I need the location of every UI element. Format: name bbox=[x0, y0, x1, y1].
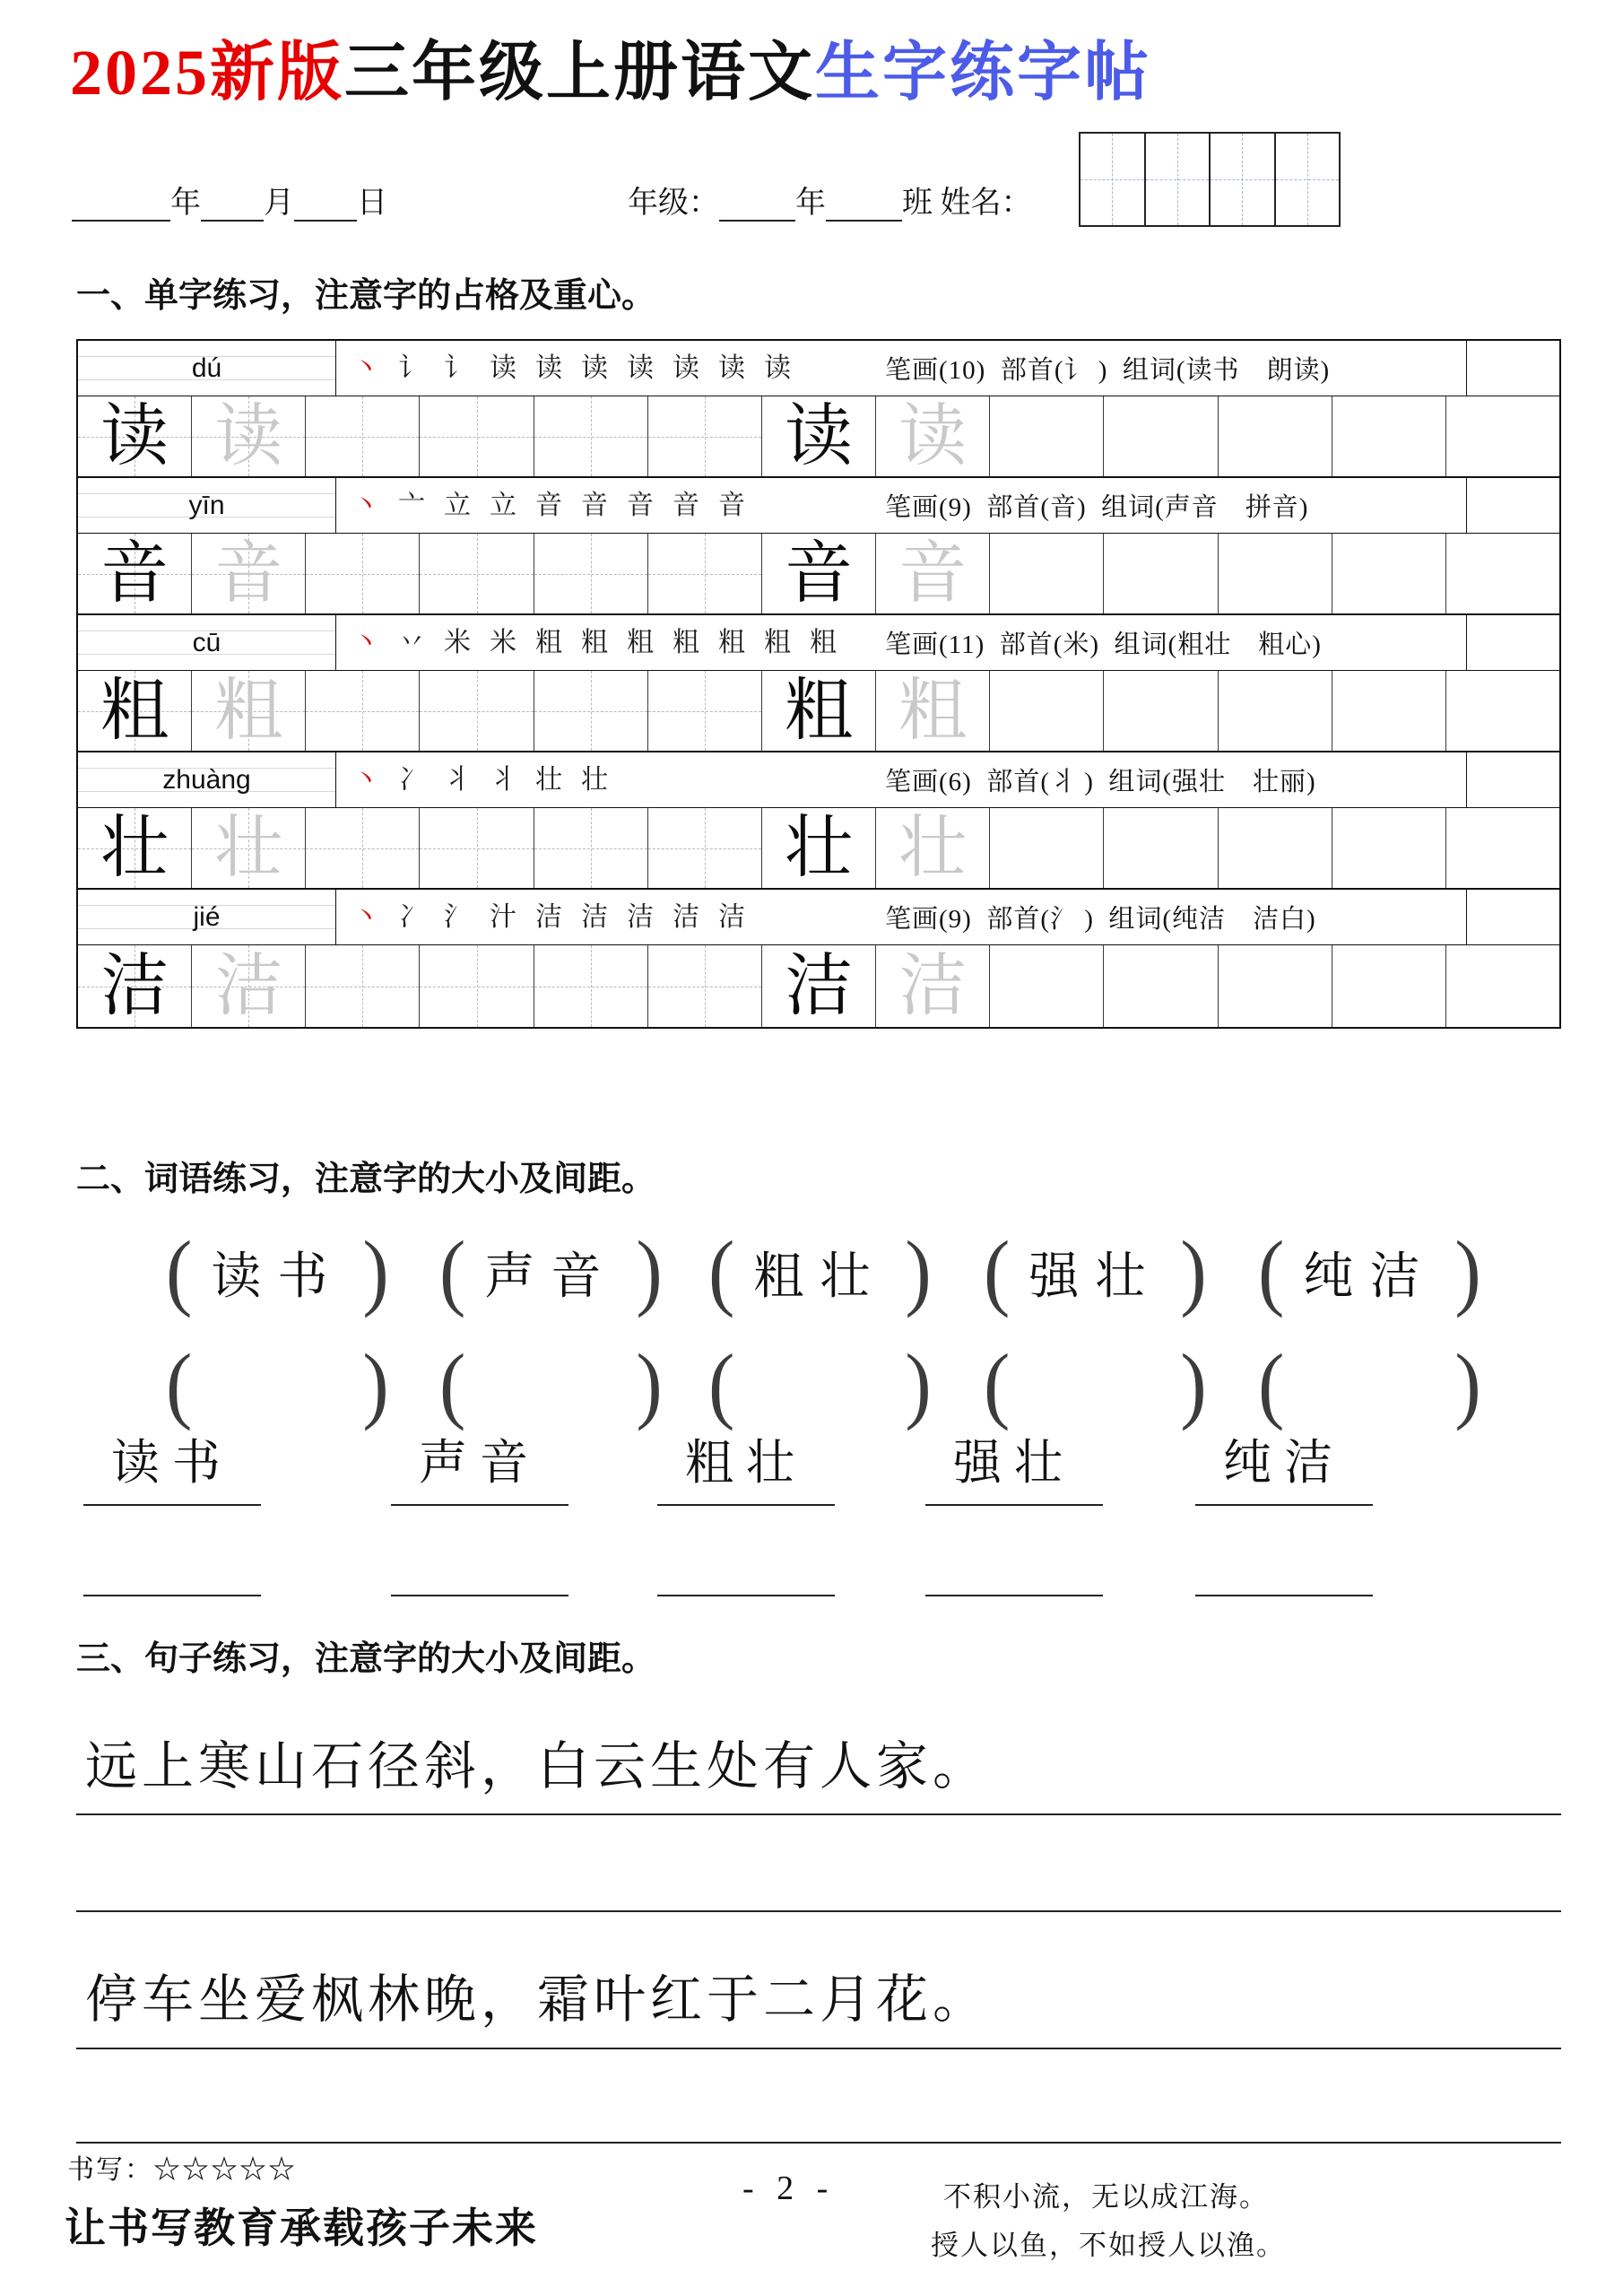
word-on-line: 读书 bbox=[111, 1436, 233, 1490]
stroke-step-glyph: 丶 bbox=[352, 627, 379, 657]
character-info-text: 笔画(9) 部首(音) 组词(声音 拼音) bbox=[885, 493, 1309, 522]
open-paren: ( bbox=[166, 1225, 193, 1319]
info-row-separator bbox=[1466, 341, 1467, 396]
character-info-row bbox=[78, 478, 1559, 534]
stroke-step-glyph: 读 bbox=[535, 352, 562, 383]
practice-cell bbox=[648, 396, 762, 476]
character-info-row bbox=[78, 615, 1559, 671]
character-info-text: 笔画(9) 部首(氵 ) 组词(纯洁 洁白) bbox=[885, 905, 1316, 934]
trace-character: 壮 bbox=[898, 810, 968, 886]
stroke-step-glyph: 粗 bbox=[718, 627, 745, 657]
practice-cell bbox=[1104, 671, 1218, 751]
practice-cell bbox=[1446, 396, 1559, 476]
character-info-row bbox=[78, 752, 1559, 808]
practice-cell bbox=[1446, 808, 1559, 888]
stroke-step-glyph: 冫 bbox=[398, 764, 425, 795]
practice-cell bbox=[306, 396, 420, 476]
practice-cell bbox=[762, 945, 876, 1027]
practice-cell bbox=[534, 808, 648, 888]
pinyin-label: cū bbox=[192, 627, 221, 657]
stroke-step-glyph: 米 bbox=[490, 627, 516, 657]
grade-name-line bbox=[628, 178, 1032, 222]
practice-cell bbox=[306, 808, 420, 888]
practice-cell bbox=[1446, 671, 1559, 751]
open-paren: ( bbox=[984, 1338, 1011, 1432]
practice-cell bbox=[420, 945, 534, 1027]
practice-cell bbox=[78, 671, 192, 751]
stroke-step-glyph: 立 bbox=[490, 490, 516, 520]
name-grid-box bbox=[1146, 134, 1211, 225]
stroke-order-sequence bbox=[352, 615, 837, 670]
info-row-separator bbox=[1466, 478, 1467, 533]
practice-cell bbox=[762, 671, 876, 751]
stroke-step-glyph: 丶 bbox=[352, 764, 379, 795]
model-character: 音 bbox=[100, 535, 169, 612]
practice-cell bbox=[1104, 808, 1218, 888]
grade-label: 年级： bbox=[628, 187, 719, 220]
section-one-heading: 一、单字练习，注意字的占格及重心。 bbox=[76, 277, 656, 315]
stroke-step-glyph: 汁 bbox=[490, 901, 516, 932]
date-year-blank bbox=[72, 189, 170, 222]
stroke-step-glyph: 洁 bbox=[535, 901, 562, 932]
model-character: 洁 bbox=[785, 948, 854, 1024]
footer-quote-1: 不积小流，无以成江海。 bbox=[943, 2181, 1269, 2213]
open-paren: ( bbox=[708, 1225, 735, 1319]
model-character: 洁 bbox=[100, 948, 169, 1024]
character-info-text: 笔画(6) 部首(丬 ) 组词(强壮 壮丽) bbox=[885, 768, 1316, 796]
stroke-step-glyph: 冫 bbox=[398, 901, 425, 932]
page-number: - 2 - bbox=[742, 2170, 836, 2207]
word-paren-group bbox=[439, 1333, 663, 1439]
name-label: 姓名： bbox=[940, 187, 1032, 220]
stroke-order-sequence bbox=[352, 752, 608, 807]
model-character: 壮 bbox=[785, 810, 854, 886]
practice-cell bbox=[78, 534, 192, 613]
practice-cell bbox=[876, 671, 990, 751]
word-paren-group bbox=[708, 1333, 932, 1439]
character-info-text: 笔画(11) 部首(米) 组词(粗壮 粗心) bbox=[885, 631, 1322, 659]
word-blank bbox=[201, 1357, 353, 1414]
open-paren: ( bbox=[439, 1225, 466, 1319]
title-edition: 2025新版 bbox=[70, 37, 345, 109]
trace-character: 洁 bbox=[898, 948, 968, 1024]
practice-cell bbox=[1332, 534, 1446, 613]
model-character: 壮 bbox=[100, 810, 169, 886]
practice-cell bbox=[534, 396, 648, 476]
pinyin-cell bbox=[78, 478, 336, 533]
handwriting-rating: 书写：☆☆☆☆☆ bbox=[67, 2155, 297, 2185]
year-label: 年 bbox=[170, 187, 201, 220]
practice-cell bbox=[192, 671, 306, 751]
stroke-step-glyph: 丷 bbox=[398, 627, 425, 657]
practice-cell bbox=[648, 945, 762, 1027]
word-text: 读书 bbox=[211, 1249, 344, 1305]
practice-cell bbox=[990, 534, 1104, 613]
practice-cell bbox=[1219, 671, 1332, 751]
practice-cell bbox=[762, 534, 876, 613]
word-underline-blank bbox=[657, 1595, 835, 1596]
practice-cell bbox=[648, 671, 762, 751]
stroke-step-glyph: 壮 bbox=[535, 764, 562, 795]
close-paren: ) bbox=[636, 1338, 663, 1432]
word-paren-group bbox=[166, 1333, 389, 1439]
name-grid bbox=[1079, 132, 1341, 227]
word-underline-blank bbox=[83, 1595, 261, 1596]
sentence-blank-line bbox=[76, 2142, 1561, 2144]
word-text: 粗壮 bbox=[753, 1249, 887, 1305]
stroke-order-sequence bbox=[352, 341, 791, 396]
word-blank bbox=[474, 1357, 627, 1414]
practice-cell bbox=[1446, 945, 1559, 1027]
practice-cell bbox=[420, 808, 534, 888]
practice-table bbox=[76, 339, 1561, 1029]
close-paren: ) bbox=[905, 1338, 932, 1432]
title-type-part: 生字练字帖 bbox=[815, 37, 1152, 109]
stroke-step-glyph: 读 bbox=[627, 352, 654, 383]
word-underline bbox=[391, 1504, 568, 1506]
stroke-step-glyph: 丬 bbox=[444, 764, 471, 795]
footer-slogan: 让书写教育承载孩子未来 bbox=[65, 2205, 538, 2251]
pinyin-cell bbox=[78, 341, 336, 396]
stroke-step-glyph: 音 bbox=[535, 490, 562, 520]
class-label: 班 bbox=[902, 187, 933, 220]
pinyin-label: yīn bbox=[188, 490, 225, 520]
stroke-order-sequence bbox=[352, 890, 745, 944]
stroke-step-glyph: 洁 bbox=[581, 901, 608, 932]
practice-cell bbox=[1219, 534, 1332, 613]
practice-cell bbox=[534, 945, 648, 1027]
date-line bbox=[72, 178, 387, 222]
page-title bbox=[70, 20, 1151, 113]
practice-cell bbox=[876, 396, 990, 476]
stroke-step-glyph: 音 bbox=[718, 490, 745, 520]
close-paren: ) bbox=[1180, 1338, 1207, 1432]
practice-cell bbox=[1332, 945, 1446, 1027]
practice-cell bbox=[192, 808, 306, 888]
word-paren-row bbox=[76, 1220, 1601, 1327]
practice-cell bbox=[420, 671, 534, 751]
stroke-step-glyph: 读 bbox=[764, 352, 791, 383]
day-label: 日 bbox=[357, 187, 387, 220]
info-row-separator bbox=[1466, 752, 1467, 807]
stroke-step-glyph: 亠 bbox=[398, 490, 425, 520]
word-underline-blank bbox=[925, 1595, 1103, 1596]
stroke-step-glyph: 粗 bbox=[627, 627, 654, 657]
info-row-separator bbox=[1466, 615, 1467, 670]
character-block bbox=[78, 615, 1559, 752]
stroke-step-glyph: 丬 bbox=[490, 764, 516, 795]
stroke-step-glyph: 粗 bbox=[673, 627, 699, 657]
word-paren-group bbox=[984, 1220, 1207, 1326]
stroke-step-glyph: 丶 bbox=[352, 901, 379, 932]
pinyin-label: zhuàng bbox=[162, 764, 251, 795]
stroke-step-glyph: 讠 bbox=[444, 352, 471, 383]
trace-character: 粗 bbox=[214, 673, 283, 749]
stroke-step-glyph: 丶 bbox=[352, 352, 379, 383]
word-blank bbox=[1019, 1357, 1171, 1414]
sentence-underline bbox=[76, 1813, 1561, 1815]
close-paren: ) bbox=[1454, 1338, 1481, 1432]
stroke-step-glyph: 粗 bbox=[535, 627, 562, 657]
info-row-separator bbox=[1466, 890, 1467, 944]
practice-cell bbox=[306, 945, 420, 1027]
practice-cell bbox=[1219, 945, 1332, 1027]
close-paren: ) bbox=[905, 1225, 932, 1319]
word-on-line: 粗壮 bbox=[685, 1436, 807, 1490]
word-underline bbox=[1195, 1504, 1373, 1506]
character-practice-row bbox=[78, 945, 1559, 1027]
trace-character: 读 bbox=[214, 398, 283, 474]
word-underline bbox=[925, 1504, 1103, 1506]
stroke-step-glyph: 粗 bbox=[764, 627, 791, 657]
practice-cell bbox=[762, 808, 876, 888]
character-practice-row bbox=[78, 671, 1559, 752]
open-paren: ( bbox=[439, 1338, 466, 1432]
stroke-step-glyph: 立 bbox=[444, 490, 471, 520]
trace-character: 洁 bbox=[214, 948, 283, 1024]
model-character: 粗 bbox=[785, 673, 854, 749]
word-on-line: 强壮 bbox=[953, 1436, 1075, 1490]
model-character: 粗 bbox=[100, 673, 169, 749]
stroke-step-glyph: 读 bbox=[673, 352, 699, 383]
model-character: 音 bbox=[785, 535, 854, 612]
word-underline bbox=[657, 1504, 835, 1506]
close-paren: ) bbox=[1180, 1225, 1207, 1319]
stroke-step-glyph: 洁 bbox=[673, 901, 699, 932]
practice-cell bbox=[876, 534, 990, 613]
word-underline-blank bbox=[1195, 1595, 1373, 1596]
character-block bbox=[78, 478, 1559, 615]
grade-class-blank bbox=[826, 189, 902, 222]
sentence-blank-line bbox=[76, 1910, 1561, 1912]
character-block bbox=[78, 890, 1559, 1027]
pinyin-label: jié bbox=[193, 901, 221, 932]
open-paren: ( bbox=[984, 1225, 1011, 1319]
practice-cell bbox=[1104, 396, 1218, 476]
stroke-step-glyph: 氵 bbox=[444, 901, 471, 932]
word-blank bbox=[743, 1357, 896, 1414]
stroke-step-glyph: 音 bbox=[673, 490, 699, 520]
practice-cell bbox=[534, 534, 648, 613]
practice-cell bbox=[1332, 396, 1446, 476]
practice-cell bbox=[1104, 945, 1218, 1027]
practice-cell bbox=[876, 808, 990, 888]
close-paren: ) bbox=[636, 1225, 663, 1319]
stroke-step-glyph: 读 bbox=[581, 352, 608, 383]
practice-cell bbox=[990, 396, 1104, 476]
stroke-step-glyph: 米 bbox=[444, 627, 471, 657]
stroke-step-glyph: 读 bbox=[718, 352, 745, 383]
word-on-line: 纯洁 bbox=[1223, 1436, 1345, 1490]
stroke-step-glyph: 粗 bbox=[810, 627, 837, 657]
practice-cell bbox=[1219, 396, 1332, 476]
open-paren: ( bbox=[166, 1338, 193, 1432]
open-paren: ( bbox=[1258, 1225, 1285, 1319]
pinyin-cell bbox=[78, 615, 336, 670]
name-grid-box bbox=[1276, 134, 1340, 225]
section-three-heading: 三、句子练习，注意字的大小及间距。 bbox=[76, 1640, 656, 1678]
name-grid-box bbox=[1211, 134, 1276, 225]
open-paren: ( bbox=[708, 1338, 735, 1432]
stroke-step-glyph: 洁 bbox=[718, 901, 745, 932]
model-character: 读 bbox=[785, 398, 854, 474]
character-practice-row bbox=[78, 396, 1559, 478]
sentence-text: 停车坐爱枫林晚，霜叶红于二月花。 bbox=[85, 1970, 990, 2029]
pinyin-cell bbox=[78, 890, 336, 944]
word-text: 纯洁 bbox=[1303, 1249, 1436, 1305]
character-info-row bbox=[78, 890, 1559, 945]
practice-cell bbox=[762, 396, 876, 476]
character-practice-row bbox=[78, 808, 1559, 890]
close-paren: ) bbox=[362, 1225, 389, 1319]
practice-cell bbox=[1332, 808, 1446, 888]
section-two-heading: 二、词语练习，注意字的大小及间距。 bbox=[76, 1161, 656, 1198]
stroke-step-glyph: 读 bbox=[490, 352, 516, 383]
character-info-text: 笔画(10) 部首(讠 ) 组词(读书 朗读) bbox=[885, 356, 1331, 385]
stroke-order-sequence bbox=[352, 478, 745, 533]
stroke-step-glyph: 音 bbox=[581, 490, 608, 520]
practice-cell bbox=[648, 534, 762, 613]
practice-cell bbox=[990, 808, 1104, 888]
practice-cell bbox=[306, 534, 420, 613]
practice-cell bbox=[78, 945, 192, 1027]
footer-quote-2: 授人以鱼，不如授人以渔。 bbox=[931, 2230, 1286, 2261]
stroke-step-glyph: 讠 bbox=[398, 352, 425, 383]
stroke-step-glyph: 洁 bbox=[627, 901, 654, 932]
pinyin-cell bbox=[78, 752, 336, 807]
word-paren-group bbox=[1258, 1220, 1481, 1326]
grade-year-label: 年 bbox=[795, 187, 826, 220]
close-paren: ) bbox=[362, 1338, 389, 1432]
practice-cell bbox=[192, 534, 306, 613]
practice-cell bbox=[1219, 808, 1332, 888]
name-grid-box bbox=[1081, 134, 1146, 225]
trace-character: 音 bbox=[898, 535, 968, 612]
practice-cell bbox=[1446, 534, 1559, 613]
word-paren-group bbox=[1258, 1333, 1481, 1439]
trace-character: 壮 bbox=[214, 810, 283, 886]
practice-cell bbox=[420, 534, 534, 613]
practice-cell bbox=[990, 671, 1104, 751]
stroke-step-glyph: 丶 bbox=[352, 490, 379, 520]
stroke-step-glyph: 壮 bbox=[581, 764, 608, 795]
practice-cell bbox=[192, 945, 306, 1027]
stroke-step-glyph: 音 bbox=[627, 490, 654, 520]
character-info-row bbox=[78, 341, 1559, 396]
word-paren-group bbox=[708, 1220, 932, 1326]
word-paren-group bbox=[439, 1220, 663, 1326]
practice-cell bbox=[78, 396, 192, 476]
word-underline-blank bbox=[391, 1595, 568, 1596]
open-paren: ( bbox=[1258, 1338, 1285, 1432]
month-label: 月 bbox=[264, 187, 294, 220]
title-grade-part: 三年级上册语文 bbox=[344, 37, 816, 109]
word-blank bbox=[1293, 1357, 1445, 1414]
practice-cell bbox=[306, 671, 420, 751]
stroke-step-glyph: 粗 bbox=[581, 627, 608, 657]
character-block bbox=[78, 341, 1559, 478]
word-text: 声音 bbox=[484, 1249, 618, 1305]
word-text: 强壮 bbox=[1028, 1249, 1162, 1305]
practice-cell bbox=[1332, 671, 1446, 751]
sentence-underline bbox=[76, 2048, 1561, 2049]
practice-cell bbox=[990, 945, 1104, 1027]
trace-character: 读 bbox=[898, 398, 968, 474]
grade-year-blank bbox=[719, 189, 795, 222]
trace-character: 粗 bbox=[898, 673, 968, 749]
practice-cell bbox=[192, 396, 306, 476]
word-paren-group bbox=[984, 1333, 1207, 1439]
pinyin-label: dú bbox=[191, 352, 222, 383]
practice-cell bbox=[420, 396, 534, 476]
date-day-blank bbox=[294, 189, 357, 222]
word-on-line: 声音 bbox=[419, 1436, 541, 1490]
practice-cell bbox=[534, 671, 648, 751]
practice-cell bbox=[648, 808, 762, 888]
sentence-text: 远上寒山石径斜，白云生处有人家。 bbox=[85, 1737, 990, 1796]
practice-cell bbox=[876, 945, 990, 1027]
word-paren-group bbox=[166, 1220, 389, 1326]
character-practice-row bbox=[78, 534, 1559, 615]
trace-character: 音 bbox=[214, 535, 283, 612]
character-block bbox=[78, 752, 1559, 890]
close-paren: ) bbox=[1454, 1225, 1481, 1319]
model-character: 读 bbox=[100, 398, 169, 474]
practice-cell bbox=[78, 808, 192, 888]
practice-cell bbox=[1104, 534, 1218, 613]
date-month-blank bbox=[201, 189, 264, 222]
word-underline bbox=[83, 1504, 261, 1506]
